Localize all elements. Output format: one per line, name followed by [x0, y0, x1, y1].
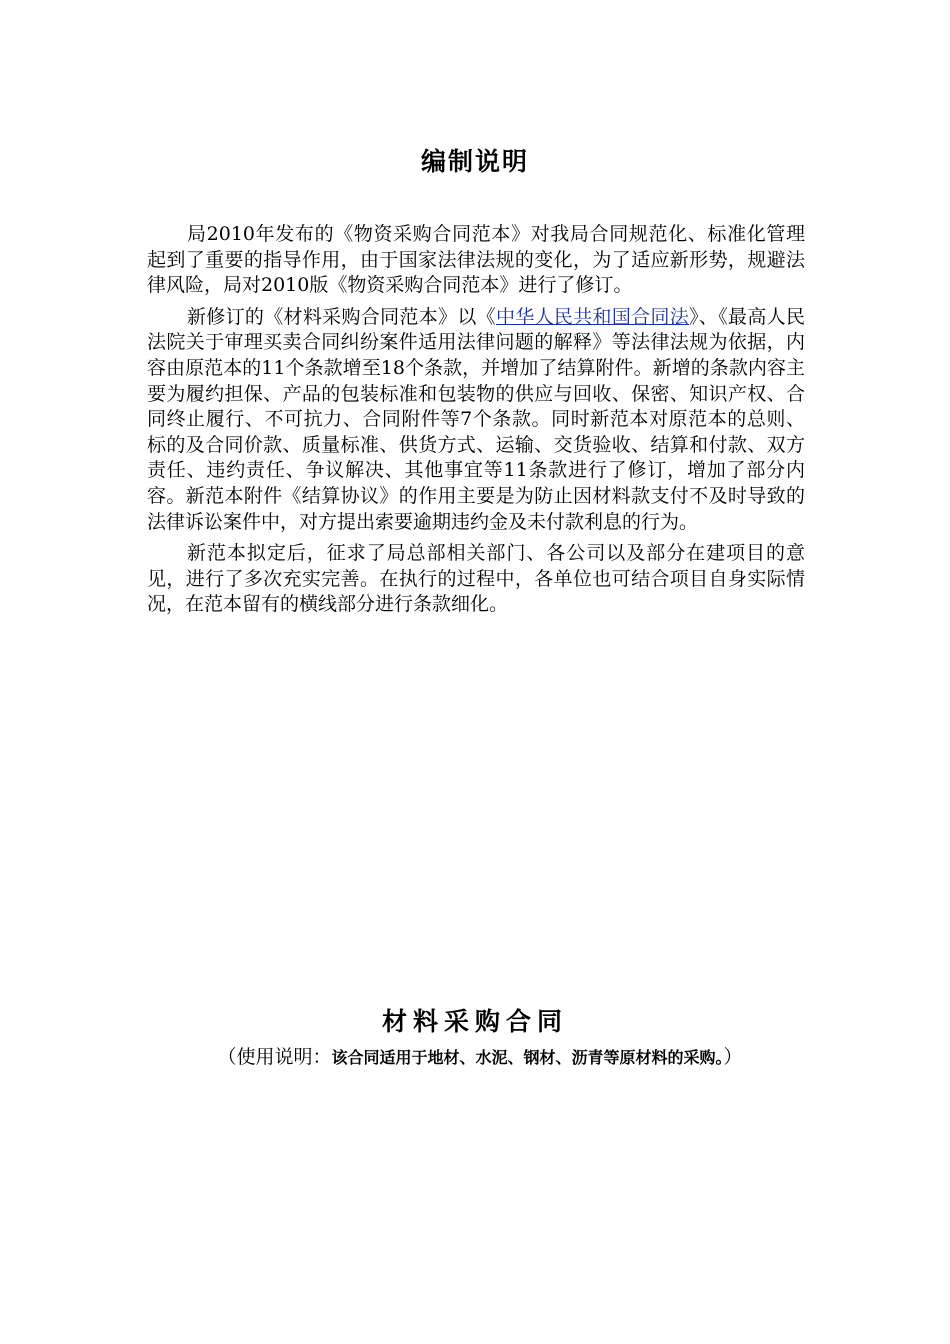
- contract-title: 材料采购合同: [381, 1007, 568, 1036]
- usage-note-prefix: （使用说明：: [217, 1046, 332, 1068]
- page-title: 编制说明: [420, 147, 529, 176]
- usage-note-description: 该合同适用于地材、水泥、钢材、沥青等原材料的采购。: [331, 1048, 724, 1067]
- usage-note-suffix: ）: [723, 1046, 743, 1068]
- paragraph-2-lead: 新修订的《材料采购合同范本》以《: [187, 305, 496, 328]
- paragraph-2: [147, 305, 805, 535]
- preparation-notes-body: [147, 222, 805, 624]
- paragraph-3: 新范本拟定后，征求了局总部相关部门、各公司以及部分在建项目的意见，进行了多次充实完善。在执行的过程中，各单位也可结合项目自身实际情况，在范本留有的横线部分进行条款细化。: [147, 542, 805, 616]
- paragraph-2-rest: 》、《最高人民法院关于审理买卖合同纠纷案件适用法律问题的解释》等法律法规为依据，内容由原范本的11个条款增至18个条款，并增加了结算附件。新增的条款内容主要为履约担保、产品的包装标准和包装物的供应与回收、保密、知识产权、合同终止履行、不可抗力、合同附件等7个条款。同时新范本对原范本的总则、标的及合同价款、质量标准、供货方式、运输、交货验收、结算和付款、双方责任、违约责任、争议解决、其他事宜等11条款进行了修订，增加了部分内容。新范本附件《结算协议》的作用主要是为防止因材料款支付不及时导致的法律诉讼案件中，对方提出索要逾期违约金及未付款利息的行为。: [147, 305, 805, 533]
- contract-law-link[interactable]: 中华人民共和国合同法: [495, 305, 690, 328]
- usage-note: [160, 1044, 800, 1071]
- paragraph-1: 局2010年发布的《物资采购合同范本》对我局合同规范化、标准化管理起到了重要的指导作用，由于国家法律法规的变化，为了适应新形势，规避法律风险，局对2010版《物资采购合同范本》进行了修订。: [147, 223, 805, 297]
